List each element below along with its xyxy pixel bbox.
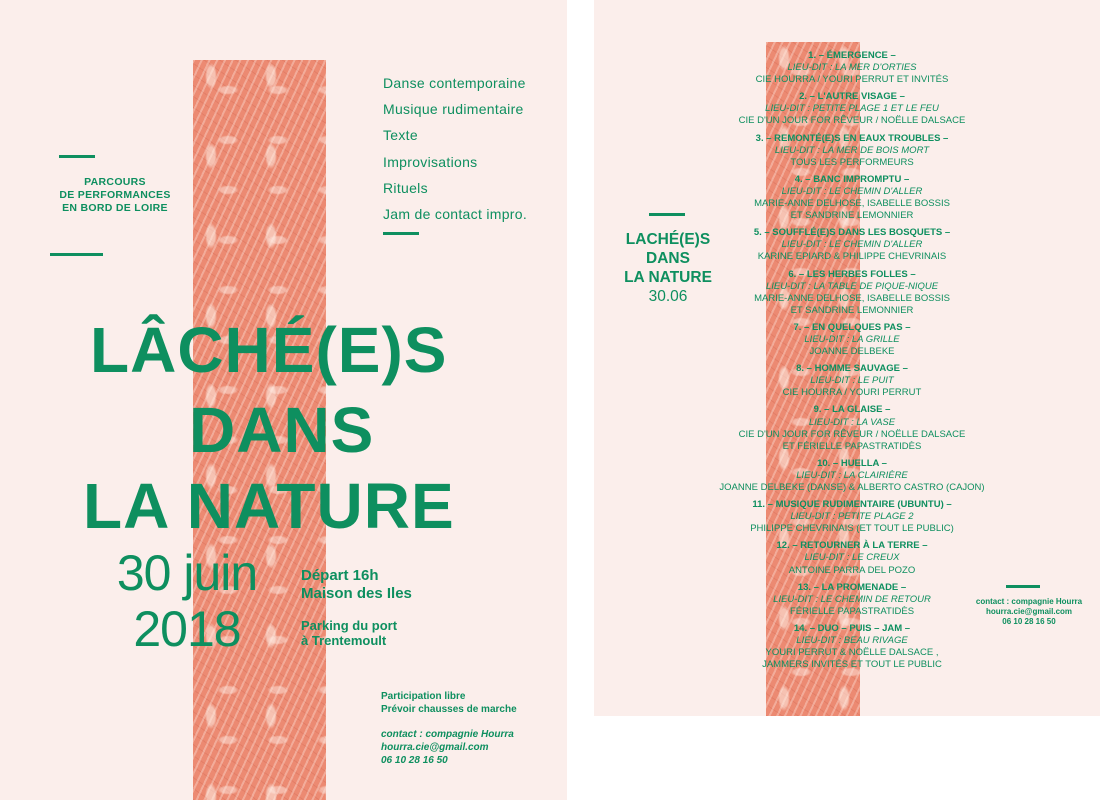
program-title: 3. – REMONTÉ(E)S EN EAUX TROUBLES – bbox=[755, 132, 949, 144]
program-place: LIEU-DIT : LE CREUX bbox=[804, 552, 900, 564]
departure-info bbox=[301, 567, 412, 603]
program-item bbox=[687, 174, 1017, 222]
program-item bbox=[687, 458, 1017, 494]
program-place: LIEU-DIT : LA TABLE DE PIQUE-NIQUE bbox=[765, 280, 939, 292]
program-place: LIEU-DIT : LA VASE bbox=[808, 416, 896, 428]
title-line: DANS bbox=[646, 250, 690, 267]
program-cast: PHILIPPE CHEVRINAIS (ET TOUT LE PUBLIC) bbox=[750, 523, 954, 535]
program-list bbox=[687, 50, 1017, 676]
parking-line: Parking du port bbox=[301, 618, 398, 633]
program-item bbox=[687, 322, 1017, 358]
title-line-2: DANS bbox=[189, 394, 375, 466]
program-title: 6. – LES HERBES FOLLES – bbox=[788, 268, 916, 280]
title-line-1: LÂCHÉ(E)S bbox=[90, 314, 448, 386]
title-line: LACHÉ(E)S bbox=[625, 231, 711, 248]
info-line: Participation libre bbox=[381, 691, 466, 702]
program-cast: MARIE-ANNE DELHOSE, ISABELLE BOSSIS bbox=[754, 198, 950, 210]
contact-phone: 06 10 28 16 50 bbox=[381, 755, 448, 766]
contact-block bbox=[964, 597, 1094, 627]
program-item bbox=[687, 499, 1017, 535]
divider bbox=[383, 232, 419, 235]
program-item bbox=[687, 133, 1017, 169]
contact-email: hourra.cie@gmail.com bbox=[381, 742, 489, 753]
program-title: 8. – HOMME SAUVAGE – bbox=[796, 363, 908, 375]
program-place: LIEU-DIT : LA MER D'ORTIES bbox=[787, 62, 917, 74]
divider bbox=[50, 253, 103, 256]
info-line: Prévoir chausses de marche bbox=[381, 704, 517, 715]
program-cast: CIE D'UN JOUR FOR RÊVEUR / NOËLLE DALSACE bbox=[738, 428, 966, 440]
divider bbox=[649, 213, 685, 216]
program-cast: CIE HOURRA / YOURI PERRUT ET INVITÉS bbox=[755, 74, 949, 86]
discipline-item: Jam de contact impro. bbox=[383, 206, 528, 223]
program-title: 14. – DUO – PUIS – JAM – bbox=[793, 622, 911, 634]
program-place: LIEU-DIT : LE CHEMIN D'ALLER bbox=[781, 185, 923, 197]
program-title: 4. – BANC IMPROMPTU – bbox=[794, 173, 910, 185]
program-cast: JOANNE DELBEKE bbox=[809, 346, 895, 358]
program-cast: CIE D'UN JOUR FOR RÊVEUR / NOËLLE DALSACE bbox=[738, 115, 966, 127]
poster-back bbox=[594, 0, 1100, 716]
program-item bbox=[687, 540, 1017, 576]
program-place: LIEU-DIT : PETITE PLAGE 1 ET LE FEU bbox=[765, 103, 939, 115]
event-subtitle bbox=[40, 176, 190, 215]
discipline-item: Improvisations bbox=[383, 153, 478, 170]
program-title: 5. – SOUFFLÉ(E)S DANS LES BOSQUETS – bbox=[753, 227, 951, 239]
discipline-item: Rituels bbox=[383, 179, 428, 196]
departure-place: Maison des Iles bbox=[301, 585, 412, 602]
discipline-item: Texte bbox=[383, 127, 418, 144]
program-cast: JOANNE DELBEKE (DANSE) & ALBERTO CASTRO (CAJON) bbox=[719, 482, 985, 493]
program-place: LIEU-DIT : PETITE PLAGE 2 bbox=[790, 511, 914, 523]
program-item bbox=[687, 623, 1017, 671]
program-cast: ANTOINE PARRA DEL POZO bbox=[788, 564, 916, 576]
program-item bbox=[687, 404, 1017, 452]
divider bbox=[59, 155, 95, 158]
program-cast: ET SANDRINE LEMONNIER bbox=[790, 210, 914, 222]
subtitle-line: DE PERFORMANCES bbox=[59, 189, 171, 201]
program-cast: CIE HOURRA / YOURI PERRUT bbox=[782, 387, 922, 399]
practical-info bbox=[381, 690, 517, 767]
title-line-3: LA NATURE bbox=[83, 470, 455, 542]
parking-info bbox=[301, 618, 397, 648]
subtitle-line: PARCOURS bbox=[84, 176, 146, 188]
event-date: 30.06 bbox=[648, 288, 688, 305]
program-place: LIEU-DIT : LE PUIT bbox=[810, 375, 894, 387]
discipline-item: Musique rudimentaire bbox=[383, 101, 524, 118]
program-title: 1. – ÉMERGENCE – bbox=[808, 50, 896, 61]
program-title: 2. – L'AUTRE VISAGE – bbox=[799, 91, 905, 103]
program-place: LIEU-DIT : LA GRILLE bbox=[804, 333, 900, 345]
title-line: LA NATURE bbox=[624, 269, 712, 286]
contact-email: hourra.cie@gmail.com bbox=[985, 607, 1073, 616]
program-title: 12. – RETOURNER À LA TERRE – bbox=[776, 540, 928, 552]
program-place: LIEU-DIT : LE CHEMIN DE RETOUR bbox=[773, 593, 931, 605]
program-title: 13. – LA PROMENADE – bbox=[797, 581, 907, 593]
divider bbox=[1006, 585, 1040, 588]
program-item bbox=[687, 269, 1017, 317]
program-cast: MARIE-ANNE DELHOSE, ISABELLE BOSSIS bbox=[754, 292, 950, 304]
program-item bbox=[687, 50, 1017, 86]
contact-label: contact : compagnie Hourra bbox=[975, 597, 1083, 606]
date-year: 2018 bbox=[133, 601, 241, 657]
program-cast: YOURI PERRUT & NOËLLE DALSACE , bbox=[765, 647, 939, 659]
disciplines-list bbox=[383, 70, 527, 227]
program-place: LIEU-DIT : BEAU RIVAGE bbox=[796, 635, 908, 647]
program-title: 10. – HUELLA – bbox=[817, 457, 887, 469]
program-place: LIEU-DIT : LA MER DE BOIS MORT bbox=[774, 144, 930, 156]
program-item bbox=[687, 363, 1017, 399]
program-cast: KARINE EPIARD & PHILIPPE CHEVRINAIS bbox=[757, 251, 947, 263]
program-title: 7. – EN QUELQUES PAS – bbox=[793, 321, 911, 333]
discipline-item: Danse contemporaine bbox=[383, 75, 526, 91]
contact-label: contact : compagnie Hourra bbox=[381, 729, 514, 740]
program-item bbox=[687, 227, 1017, 263]
date-day: 30 juin bbox=[116, 545, 258, 601]
program-place: LIEU-DIT : LE CHEMIN D'ALLER bbox=[781, 239, 923, 251]
parking-line: à Trentemoult bbox=[301, 633, 387, 648]
program-cast: FÉRIELLE PAPASTRATIDÈS bbox=[789, 605, 915, 617]
program-item bbox=[687, 91, 1017, 127]
program-cast: TOUS LES PERFORMEURS bbox=[790, 156, 914, 168]
subtitle-line: EN BORD DE LOIRE bbox=[62, 202, 168, 214]
contact-phone: 06 10 28 16 50 bbox=[1002, 617, 1056, 626]
program-cast: ET FÉRIELLE PAPASTRATIDÈS bbox=[782, 440, 922, 452]
departure-time: Départ 16h bbox=[301, 567, 379, 584]
program-cast: JAMMERS INVITÉS ET TOUT LE PUBLIC bbox=[762, 659, 942, 671]
program-place: LIEU-DIT : LA CLAIRIÈRE bbox=[796, 469, 908, 481]
event-date bbox=[82, 545, 292, 657]
program-title: 9. – LA GLAISE – bbox=[813, 404, 891, 416]
program-title: 11. – MUSIQUE RUDIMENTAIRE (UBUNTU) – bbox=[752, 499, 952, 511]
program-cast: ET SANDRINE LEMONNIER bbox=[790, 304, 914, 316]
